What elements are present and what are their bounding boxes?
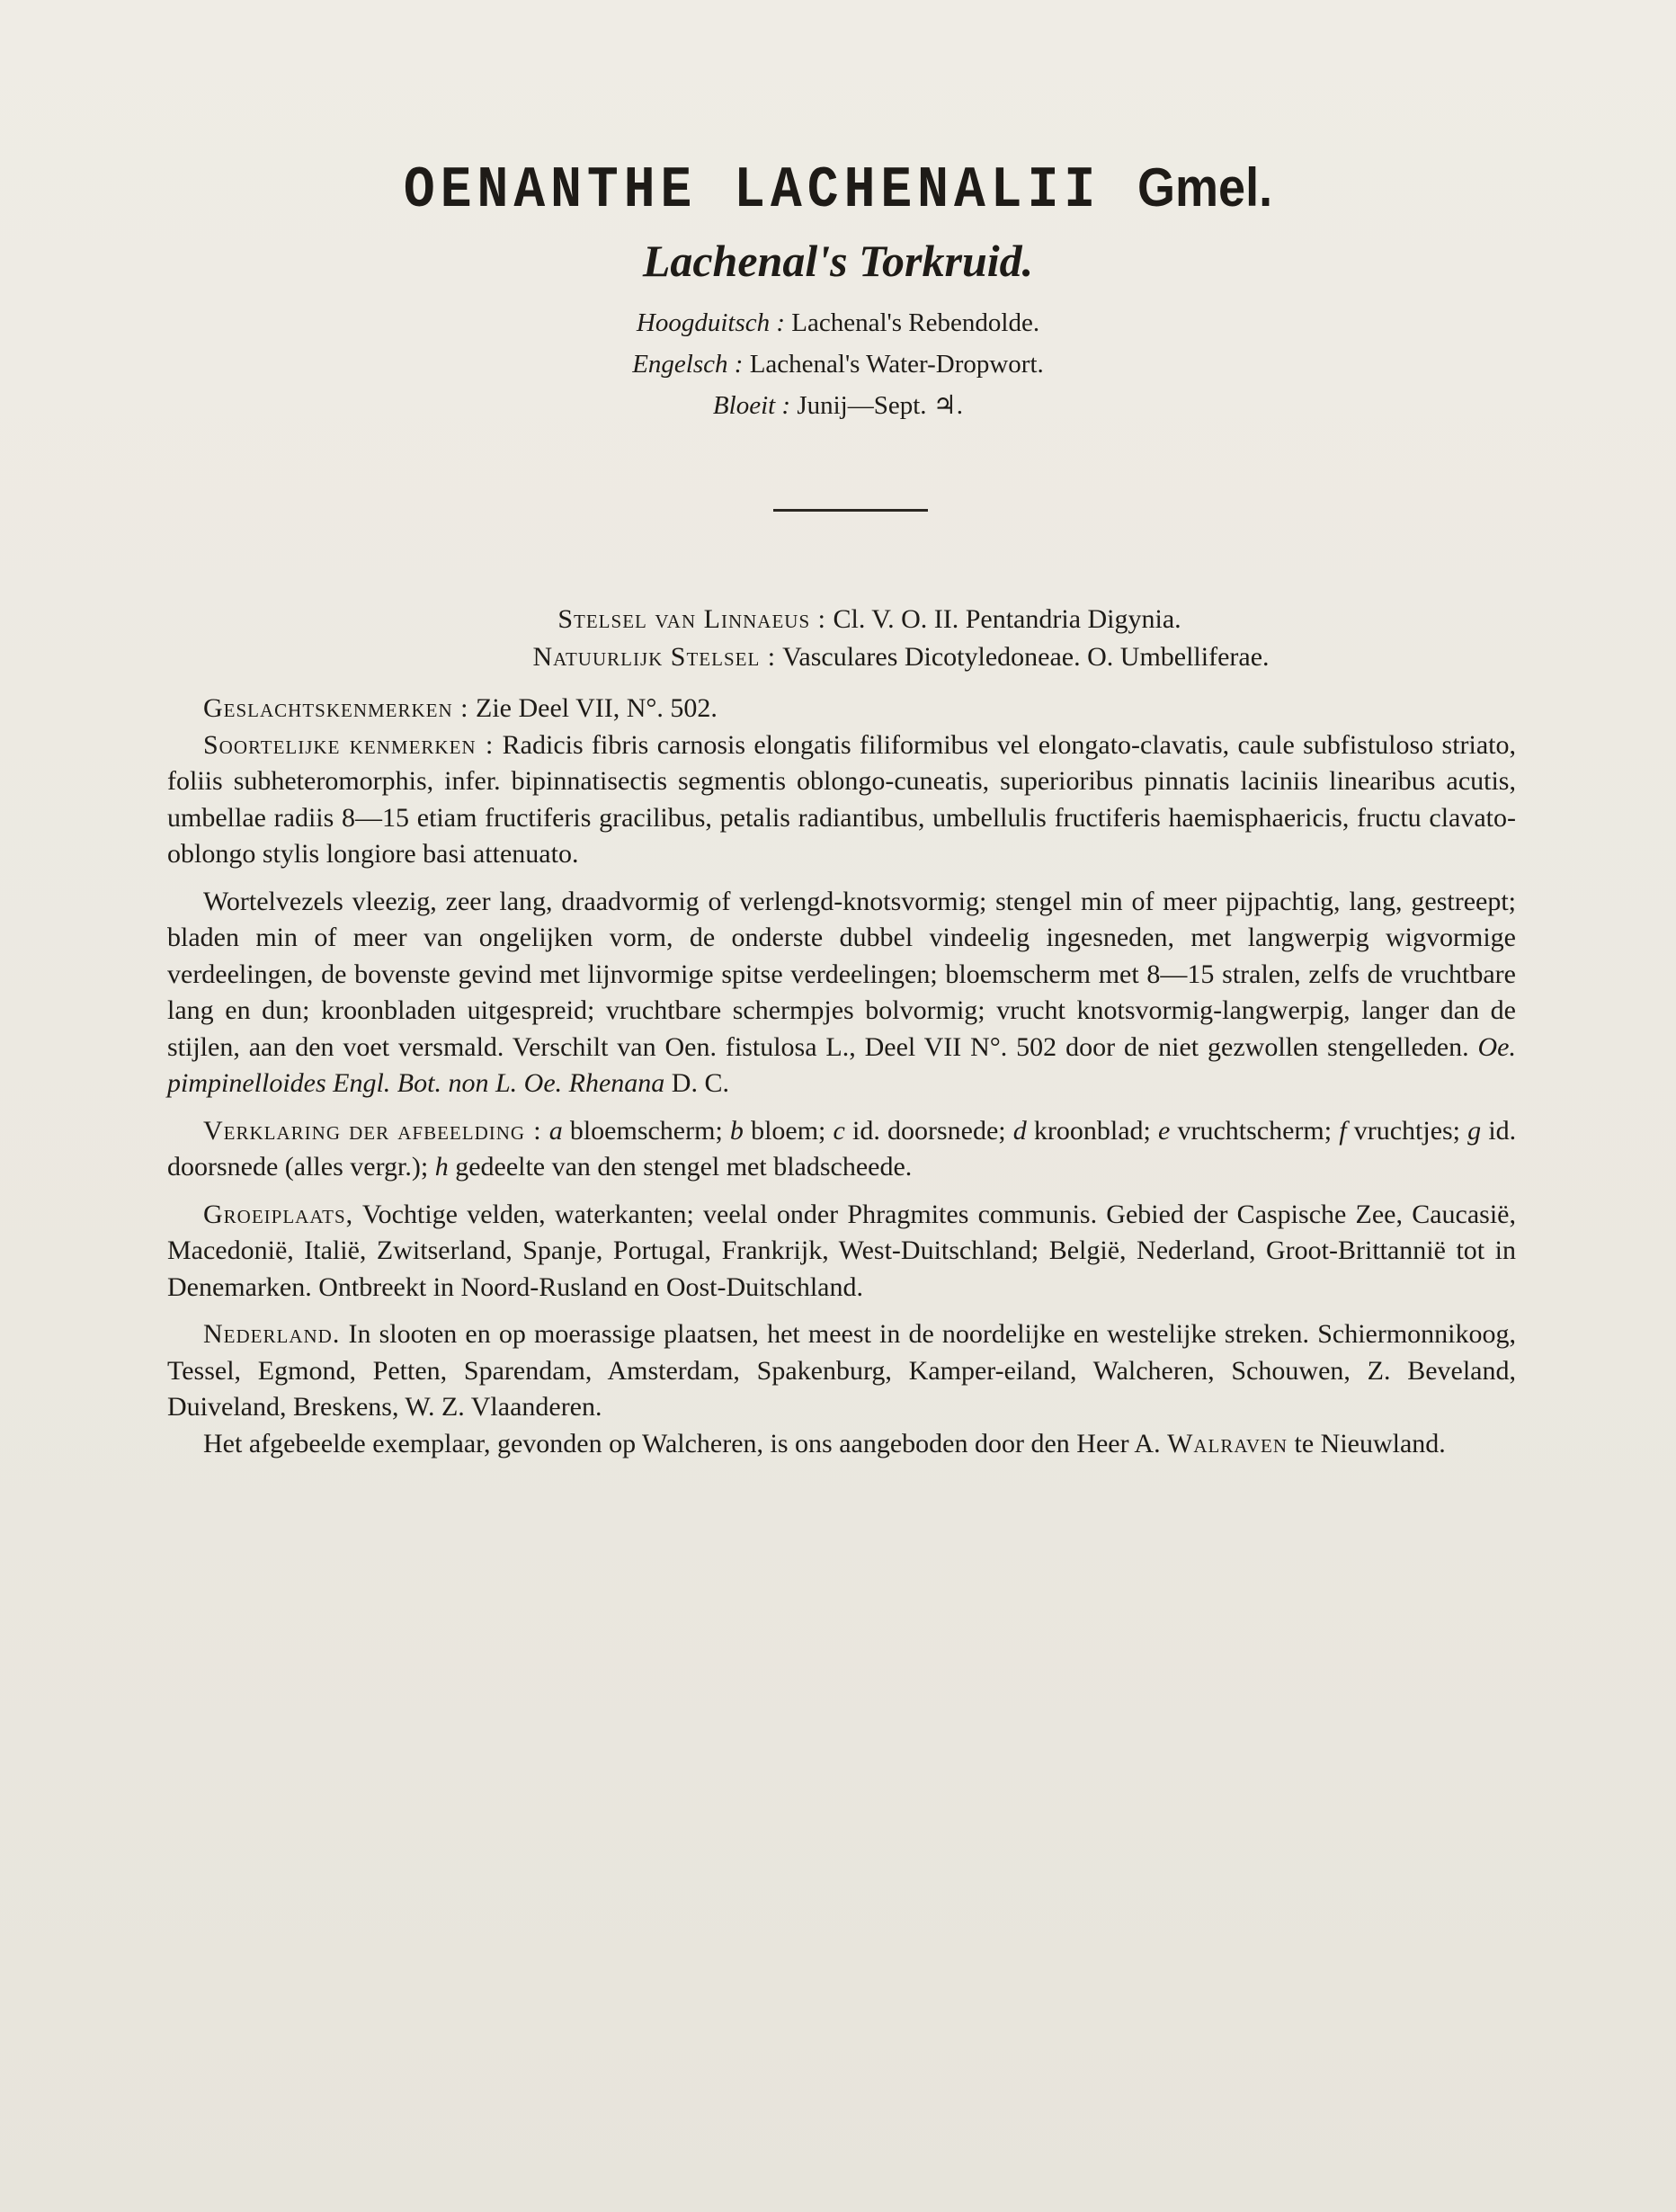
natural-label: Natuurlijk Stelsel :	[532, 642, 777, 672]
figure-key-e: e	[1158, 1115, 1171, 1146]
habitat-label: Groeiplaats,	[203, 1199, 354, 1229]
description-body	[167, 691, 1516, 1473]
species-characters	[167, 727, 1516, 873]
netherlands-text: In slooten en op moerassige plaatsen, het meest in de noordelijke en westelijke streken. Schiermonnikoog, Tessel, Egmond, Petten, Sparendam, Amsterdam, Spakenburg, Kamper-eiland, Walcheren, Schouwen, Z. Beveland, Duiveland, Breskens, W. Z. Vlaanderen.	[167, 1319, 1517, 1422]
flowering-label: Bloeit :	[712, 391, 791, 420]
genus-label: Geslachtskenmerken :	[203, 693, 469, 723]
figure-key-a-text: bloemscherm;	[569, 1115, 723, 1146]
species-characters-label: Soortelijke kenmerken :	[203, 729, 495, 760]
flowering-line	[0, 385, 1676, 426]
english-name-line	[0, 343, 1676, 385]
figure-key-c-text: id. doorsnede;	[852, 1115, 1006, 1146]
figure-key-c: c	[833, 1115, 845, 1146]
plate-header	[0, 153, 1676, 426]
flowering-value: Junij—Sept. ♃.	[797, 391, 964, 420]
linnaeus-label: Stelsel van Linnaeus :	[557, 604, 826, 634]
figure-key-g: g	[1467, 1115, 1482, 1146]
german-label: Hoogduitsch :	[636, 308, 786, 337]
habitat-text: Vochtige velden, waterkanten; veelal onder Phragmites communis. Gebied der Caspische Zee, Caucasië, Macedonië, Italië, Zwitserland, Spanje, Portugal, Frankrijk, West-Duitschland; België, Nederland, Groot-Brittannië tot in Denemarken. Ontbreekt in Noord-Rusland en Oost-Duitschland.	[167, 1199, 1516, 1302]
genus-value: Zie Deel VII, N°. 502.	[476, 693, 718, 723]
natural-value: Vasculares Dicotyledoneae. O. Umbelliferae.	[782, 642, 1270, 672]
figure-key-b-text: bloem;	[751, 1115, 826, 1146]
section-divider	[773, 509, 928, 512]
specimen-end: te Nieuwland.	[1294, 1428, 1446, 1458]
figure-key-g-text: id. doorsnede (alles vergr.);	[167, 1115, 1517, 1182]
figure-key-b: b	[729, 1115, 744, 1146]
species-author: Gmel.	[1137, 157, 1273, 219]
english-label: Engelsch :	[632, 350, 744, 379]
english-value: Lachenal's Water-Dropwort.	[749, 350, 1044, 379]
figure-key-d: d	[1012, 1115, 1027, 1146]
figure-key-h-text: gedeelte van den stengel met bladscheede.	[455, 1152, 913, 1182]
natural-system-line	[0, 638, 1676, 676]
specimen-text: Het afgebeelde exemplaar, gevonden op Walcheren, is ons aangeboden door den Heer A.	[203, 1428, 1161, 1458]
dutch-description-text: Wortelvezels vleezig, zeer lang, draadvormig of verlengd-knotsvormig; stengel min of meer pijpachtig, lang, gestreept; bladen min of meer van ongelijken vorm, de onderste dubbel vindeelig ingesneden, met langwerpig wigvormige verdeelingen, de bovenste gevind met lijnvormige spitse verdeelingen; bloemscherm met 8—15 stralen, zelfs de vruchtbare lang en dun; kroonbladen uitgespreid; vruchtbare schermpjes bolvormig; vrucht knotsvormig-langwerpig, langer dan de stijlen, aan den voet versmald. Verschilt van Oen. fistulosa L., Deel VII N°. 502 door de niet gezwollen stengelleden.	[167, 886, 1516, 1062]
figure-explanation	[167, 1113, 1516, 1186]
common-name: Lachenal's Torkruid.	[642, 236, 1034, 286]
donor-name: Walraven	[1167, 1428, 1288, 1458]
netherlands-label: Nederland.	[203, 1319, 341, 1349]
dutch-description	[167, 884, 1516, 1102]
synonym-author: D. C.	[671, 1068, 729, 1098]
german-name-line	[0, 302, 1676, 343]
species-name: OENANTHE LACHENALII	[403, 158, 1101, 225]
synonym-text: Oe. pimpinelloides Engl. Bot. non L. Oe. Rhenana	[167, 1031, 1516, 1098]
figure-key-h: h	[434, 1152, 449, 1182]
figure-key-f: f	[1339, 1115, 1347, 1146]
habitat-paragraph	[167, 1197, 1516, 1307]
specimen-paragraph	[167, 1426, 1516, 1463]
classification-systems	[0, 601, 1676, 676]
species-characters-text: Radicis fibris carnosis elongatis filiformibus vel elongato-clavatis, caule subfistuloso striato, foliis subheteromorphis, infer. bipinnatisectis segmentis oblongo-cuneatis, superioribus pinnatis laciniis linearibus acutis, umbellae radiis 8—15 etiam fructiferis gracilibus, petalis radiantibus, umbellulis fructiferis haemisphaericis, fructu clavato-oblongo stylis longiore basi attenuato.	[167, 729, 1517, 869]
german-value: Lachenal's Rebendolde.	[791, 308, 1040, 337]
linnaeus-system-line	[0, 601, 1676, 638]
linnaeus-value: Cl. V. O. II. Pentandria Digynia.	[833, 604, 1181, 634]
genus-characters	[167, 691, 1516, 727]
figure-key-f-text: vruchtjes;	[1353, 1115, 1461, 1146]
netherlands-paragraph	[167, 1316, 1516, 1426]
species-title	[0, 148, 1676, 231]
figure-explanation-label: Verklaring der afbeelding :	[203, 1115, 542, 1146]
figure-key-a: a	[548, 1115, 563, 1146]
figure-key-d-text: kroonblad;	[1033, 1115, 1151, 1146]
figure-key-e-text: vruchtscherm;	[1177, 1115, 1333, 1146]
